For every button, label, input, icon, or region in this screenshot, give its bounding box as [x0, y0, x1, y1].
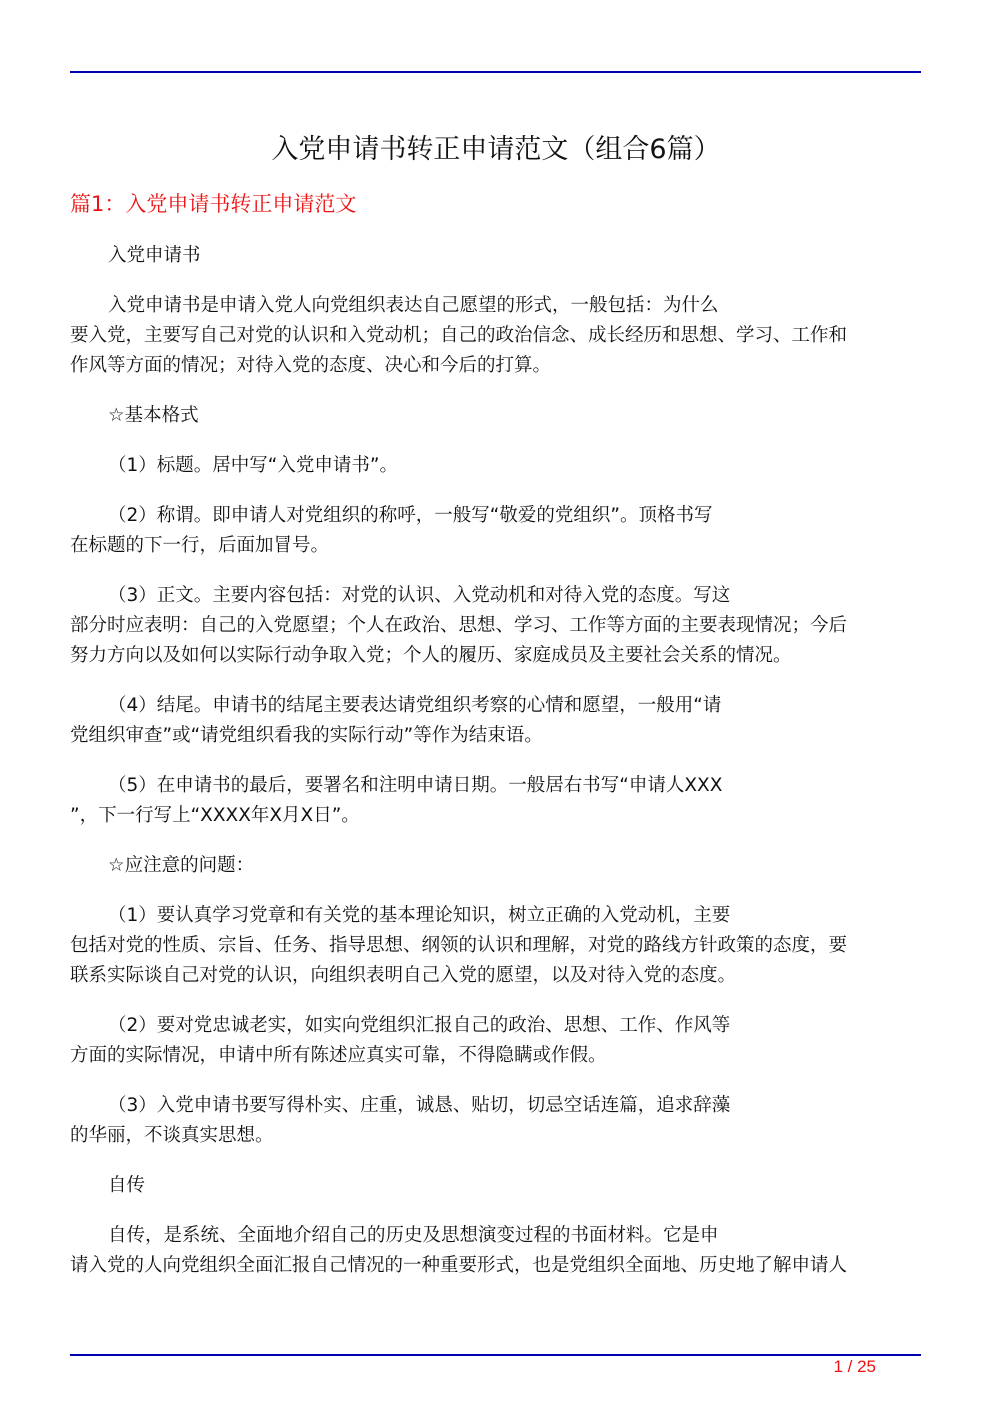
paragraph — [70, 1091, 930, 1151]
paragraph — [70, 501, 930, 561]
paragraph-line: ☆应注意的问题： — [108, 855, 255, 876]
paragraph-line: （1）要认真学习党章和有关党的基本理论知识，树立正确的入党动机，主要 — [108, 905, 731, 926]
paragraph-line: 作风等方面的情况；对待入党的态度、决心和今后的打算。 — [70, 355, 552, 376]
paragraph — [70, 691, 930, 751]
section-heading: 篇1：入党申请书转正申请范文 — [70, 192, 357, 216]
paragraph — [70, 1011, 930, 1071]
paragraph-line: （3）入党申请书要写得朴实、庄重，诚恳、贴切，切忌空话连篇，追求辞藻 — [108, 1095, 731, 1116]
paragraph-line: （1）标题。居中写“入党申请书”。 — [108, 455, 398, 476]
paragraph-line: 请入党的人向党组织全面汇报自己情况的一种重要形式，也是党组织全面地、历史地了解申请人 — [70, 1255, 848, 1276]
paragraph-line: 在标题的下一行，后面加冒号。 — [70, 535, 330, 556]
paragraph — [70, 1221, 930, 1281]
paragraph — [70, 771, 930, 831]
paragraph-line: 要入党，主要写自己对党的认识和入党动机；自己的政治信念、成长经历和思想、学习、工作和 — [70, 325, 848, 346]
paragraph — [70, 401, 930, 431]
paragraph-line: （3）正文。主要内容包括：对党的认识、入党动机和对待入党的态度。写这 — [108, 585, 731, 606]
paragraph-line: 的华丽，不谈真实思想。 — [70, 1125, 274, 1146]
paragraph-line: （2）要对党忠诚老实，如实向党组织汇报自己的政治、思想、工作、作风等 — [108, 1015, 731, 1036]
paragraph-line: 入党申请书是申请入党人向党组织表达自己愿望的形式，一般包括：为什么 — [108, 295, 719, 316]
paragraph-line: 联系实际谈自己对党的认识，向组织表明自己入党的愿望，以及对待入党的态度。 — [70, 965, 737, 986]
paragraph — [70, 901, 930, 991]
paragraph — [70, 851, 930, 881]
paragraph-line: 方面的实际情况，申请中所有陈述应真实可靠，不得隐瞒或作假。 — [70, 1045, 607, 1066]
paragraph-line: （4）结尾。申请书的结尾主要表达请党组织考察的心情和愿望，一般用“请 — [108, 695, 722, 716]
paragraph — [70, 451, 930, 481]
footer-rule — [70, 1354, 921, 1356]
document-title: 入党申请书转正申请范文（组合6篇） — [271, 134, 721, 165]
paragraph-line: 部分时应表明：自己的入党愿望；个人在政治、思想、学习、工作等方面的主要表现情况；今后 — [70, 615, 848, 636]
paragraph-line: ☆基本格式 — [108, 405, 199, 426]
paragraph — [70, 241, 930, 271]
paragraph-line: 党组织审查”或“请党组织看我的实际行动”等作为结束语。 — [70, 725, 543, 746]
header-rule — [70, 71, 921, 73]
page-number: 1 / 25 — [833, 1357, 876, 1376]
document-body — [70, 241, 930, 1301]
paragraph-line: ”，下一行写上“XXXX年X月X日”。 — [70, 805, 360, 826]
paragraph-line: 入党申请书 — [108, 245, 201, 266]
paragraph-line: 自传 — [108, 1175, 146, 1196]
paragraph — [70, 291, 930, 381]
paragraph — [70, 581, 930, 671]
paragraph — [70, 1171, 930, 1201]
paragraph-line: （5）在申请书的最后，要署名和注明申请日期。一般居右书写“申请人XXX — [108, 775, 723, 796]
paragraph-line: 努力方向以及如何以实际行动争取入党；个人的履历、家庭成员及主要社会关系的情况。 — [70, 645, 792, 666]
paragraph-line: 自传，是系统、全面地介绍自己的历史及思想演变过程的书面材料。它是申 — [108, 1225, 719, 1246]
paragraph-line: （2）称谓。即申请人对党组织的称呼，一般写“敬爱的党组织”。顶格书写 — [108, 505, 713, 526]
paragraph-line: 包括对党的性质、宗旨、任务、指导思想、纲领的认识和理解，对党的路线方针政策的态度，要 — [70, 935, 848, 956]
